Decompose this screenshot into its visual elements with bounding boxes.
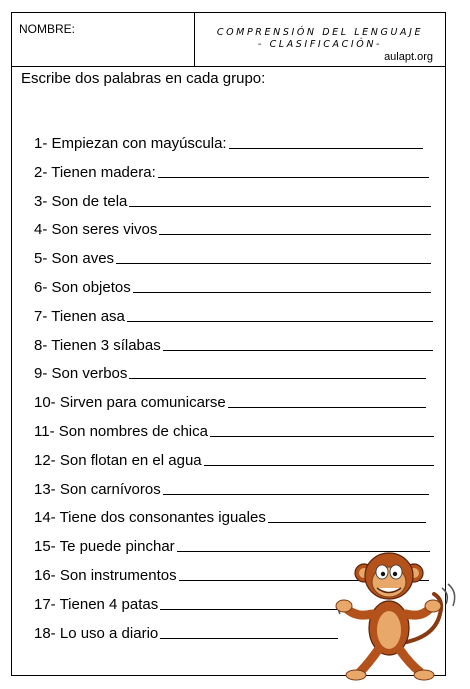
answer-line[interactable] [116,249,431,264]
answer-line[interactable] [229,134,423,149]
exercise-item [34,622,338,642]
exercise-item [34,334,433,354]
exercise-prompt: 4- Son seres vivos [34,221,158,239]
exercise-item [34,218,431,238]
exercise-prompt: 11- Son nombres de chica [34,423,208,440]
title-cell [195,13,445,66]
exercise-item [34,593,338,613]
exercise-prompt: 14- Tiene dos consonantes iguales [34,509,266,527]
answer-line[interactable] [204,451,434,466]
exercise-prompt: 16- Son instrumentos [34,567,177,584]
exercise-item [34,132,423,152]
answer-line[interactable] [163,480,429,495]
page-subtitle: - CLASIFICACIÓN- [257,39,383,50]
exercise-prompt: 6- Son objetos [34,279,131,296]
exercise-item [34,391,426,411]
exercise-prompt: 2- Tienen madera: [34,163,156,181]
page-title: COMPRENSIÓN DEL LENGUAJE [216,27,424,38]
answer-line[interactable] [159,220,431,235]
exercise-prompt: 13- Son carnívoros [34,480,161,498]
exercise-item [34,276,431,296]
exercise-prompt: 17- Tienen 4 patas [34,595,159,613]
site-label: aulapt.org [384,51,433,63]
exercise-prompt: 12- Son flotan en el agua [34,451,202,469]
exercise-item [34,506,426,526]
exercise-prompt: 10- Sirven para comunicarse [34,394,226,412]
monkey-illustration [330,548,462,683]
name-label: NOMBRE: [19,22,76,36]
answer-line[interactable] [133,278,431,293]
exercise-prompt: 9- Son verbos [34,365,128,383]
exercise-prompt: 1- Empiezan con mayúscula: [34,135,227,152]
header [12,13,445,67]
exercise-prompt: 8- Tienen 3 sílabas [34,336,161,354]
exercise-prompt: 3- Son de tela [34,192,128,210]
exercise-item [34,449,434,469]
answer-line[interactable] [160,595,338,610]
exercise-prompt: 15- Te puede pinchar [34,538,175,556]
answer-line[interactable] [129,364,426,379]
answer-line[interactable] [210,422,434,437]
answer-line[interactable] [268,508,426,523]
answer-line[interactable] [160,624,338,639]
exercise-item [34,161,429,181]
exercise-item [34,362,426,382]
exercise-item [34,420,434,440]
exercise-item [34,247,431,267]
instruction: Escribe dos palabras en cada grupo: [21,70,266,87]
exercise-item [34,305,433,325]
answer-line[interactable] [163,336,433,351]
exercise-prompt: 7- Tienen asa [34,307,125,325]
exercise-prompt: 18- Lo uso a diario [34,624,159,642]
answer-line[interactable] [127,307,433,322]
exercise-item [34,478,429,498]
answer-line[interactable] [158,163,429,178]
exercise-item [34,190,431,210]
name-cell[interactable] [12,13,195,66]
exercise-prompt: 5- Son aves [34,250,115,268]
answer-line[interactable] [129,192,431,207]
answer-line[interactable] [228,393,426,408]
